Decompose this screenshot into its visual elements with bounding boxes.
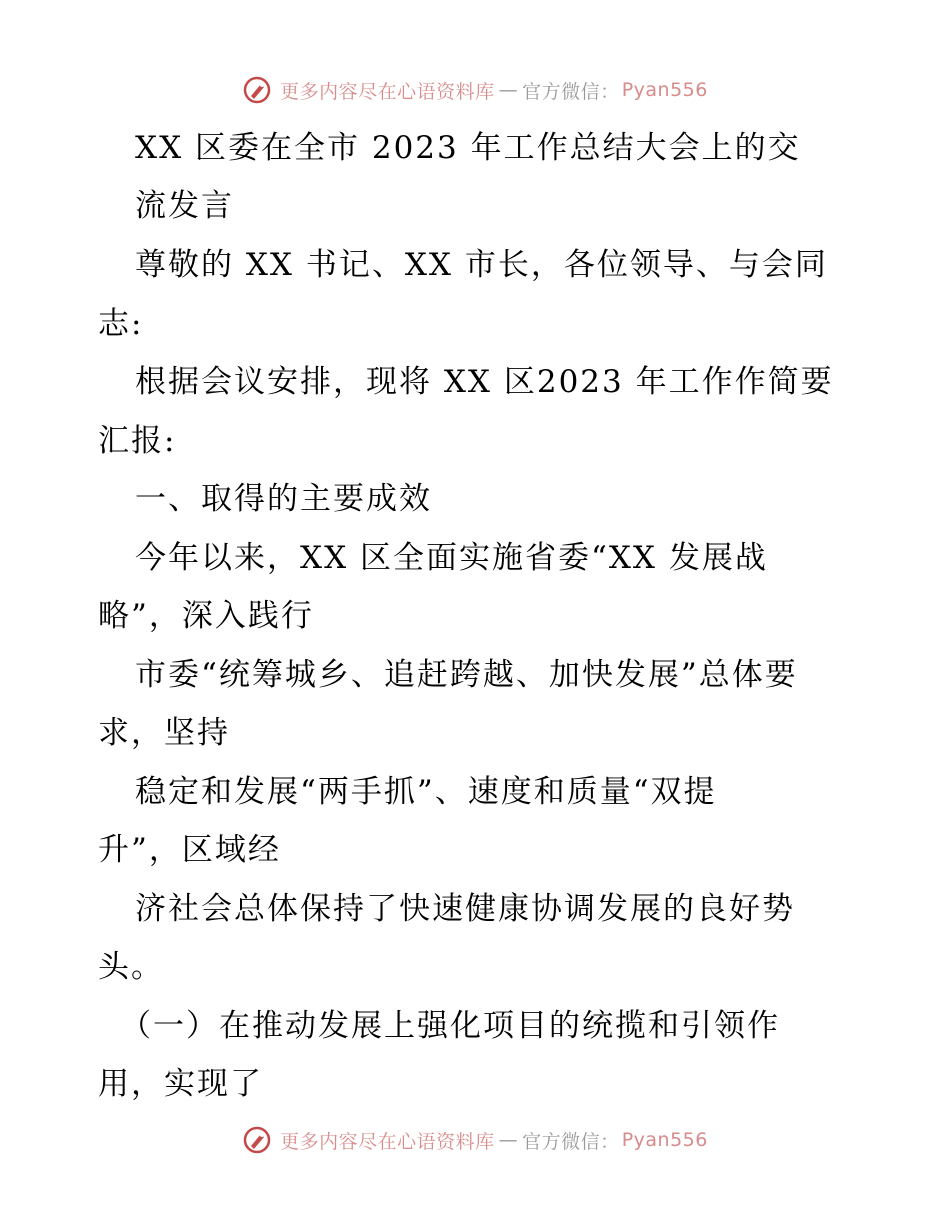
watermark-brand-text: 更多内容尽在心语资料库: [280, 80, 495, 103]
paragraph-body-line-4: 求，坚持: [98, 715, 230, 751]
paragraph-body-line-5: 稳定和发展“两手抓”、速度和质量“双提: [135, 774, 717, 810]
watermark-separator: —: [498, 1129, 519, 1151]
paragraph-body-line-6: 升”，区域经: [98, 832, 281, 868]
watermark-brand-text: 更多内容尽在心语资料库: [280, 1130, 495, 1153]
footer-watermark: [0, 1120, 950, 1160]
paragraph-body-line-8: 头。: [98, 949, 164, 985]
paragraph-intro-line-1: 根据会议安排，现将 XX 区2023 年工作作简要: [135, 364, 834, 400]
paragraph-body-line-1: 今年以来，XX 区全面实施省委“XX 发展战: [135, 540, 768, 576]
subsection-heading-line-1: （一）在推动发展上强化项目的统揽和引领作: [120, 1008, 780, 1044]
header-watermark: [0, 70, 950, 110]
document-title-line-2: 流发言: [135, 188, 234, 224]
paragraph-body-line-3: 市委“统筹城乡、追赶跨越、加快发展”总体要: [135, 657, 798, 693]
salutation-line-1: 尊敬的 XX 书记、XX 市长，各位领导、与会同: [135, 247, 828, 283]
pen-circle-logo-icon: [242, 1125, 272, 1155]
document-title-line-1: XX 区委在全市 2023 年工作总结大会上的交: [135, 130, 801, 166]
watermark-wechat-label: 官方微信：: [522, 80, 620, 103]
watermark-wechat-label: 官方微信：: [522, 1130, 620, 1153]
subsection-heading-line-2: 用，实现了: [98, 1066, 263, 1102]
section-heading: 一、取得的主要成效: [135, 481, 432, 517]
pen-circle-logo-icon: [242, 75, 272, 105]
watermark-separator: —: [498, 79, 519, 101]
watermark-wechat-id: Pyan556: [621, 79, 708, 101]
salutation-line-2: 志:: [98, 306, 144, 342]
paragraph-body-line-2: 略”，深入践行: [98, 598, 314, 634]
paragraph-body-line-7: 济社会总体保持了快速健康协调发展的良好势: [135, 891, 795, 927]
watermark-wechat-id: Pyan556: [621, 1129, 708, 1151]
paragraph-intro-line-2: 汇报:: [98, 423, 177, 459]
